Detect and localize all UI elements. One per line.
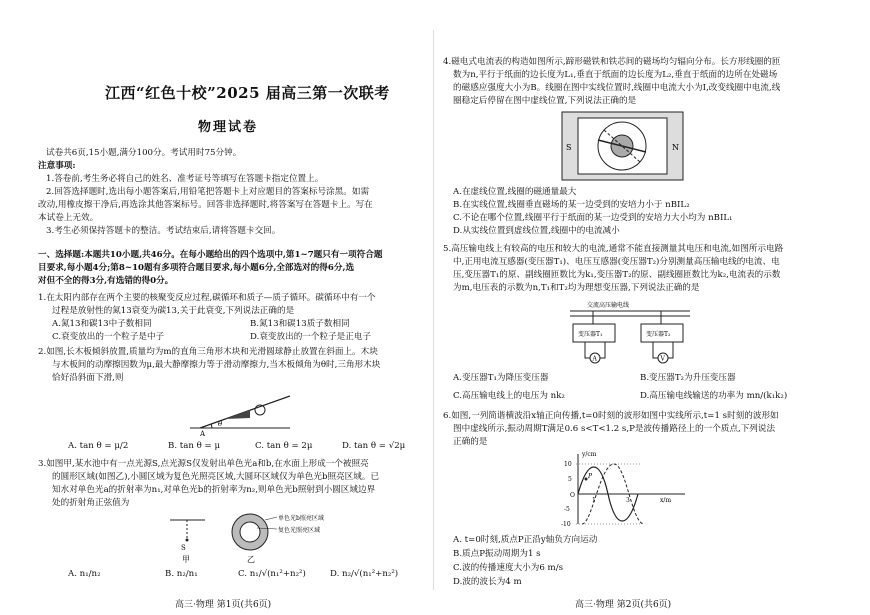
q2-stem: 2.如图,长木板倾斜放置,质量均为m的直角三角形木块和光滑圆球静止放置在斜面上。木块: [38, 347, 378, 357]
q2-incline-figure: [180, 388, 300, 438]
q6-option-c: C.波的传播速度大小为6 m/s: [453, 563, 563, 573]
note-line: 改动,用橡皮擦干净后,再选涂其他答案标号。回答非选择题时,将答案写在答题卡上。写在: [38, 200, 373, 210]
q1-option-c: C.衰变放出的一个粒子是中子: [52, 332, 165, 342]
q4-galvanometer-figure: [560, 110, 685, 182]
q4-option-a: A.在虚线位置,线圈的磁通量最大: [453, 187, 577, 197]
fig-label: V: [660, 355, 665, 363]
exam-subject: 物理试卷: [198, 120, 259, 135]
q5-stem: 为m,电压表的示数为n,T₁和T₂均为理想变压器,下列说法正确的是: [453, 283, 700, 293]
fig-label: N: [672, 143, 679, 152]
q5-option-d: D.高压输电线输送的功率为 mn/(k₁k₂): [640, 391, 788, 401]
fig-label: P: [588, 473, 593, 480]
q6-option-d: D.波的波长为4 m: [453, 577, 522, 587]
q4-stem: 的磁感应强度大小为B。线圈在图中实线位置时,线圈中电流大小为I,改变线圈中电流,线: [453, 83, 781, 93]
q1-stem: 过程是放射性的氮13衰变为碳13,关于此衰变,下列说法正确的是: [52, 306, 295, 316]
section-heading: 目要求,每小题4分;第8~10题有多项符合题目要求,每小题6分,全部选对的得6分,选: [38, 263, 355, 273]
q6-wave-graph: [560, 450, 690, 530]
q6-stem: 6.如图,一列简谐横波沿x轴正向传播,t=0时刻的波形如图中实线所示,t=1 s时刻的波形如: [443, 411, 779, 421]
page-footer: 高三·物理 第2页(共6页): [575, 600, 672, 610]
q2-stem: 恰好沿斜面下滑,则: [52, 373, 124, 383]
note-line: 3.考生必须保持答题卡的整洁。考试结束后,请将答题卡交回。: [46, 226, 281, 236]
exam-title: 江西“红色十校”2025 届高三第一次联考: [105, 84, 390, 102]
tick-label: -5: [564, 506, 570, 513]
tick-label: 5: [568, 476, 572, 483]
q3-option-b: B. n₂/n₁: [165, 569, 198, 579]
tick-label: 1: [592, 497, 596, 504]
axis-label: y/cm: [582, 451, 597, 458]
fig-label: A: [200, 430, 206, 438]
q1-option-a: A.氮13和碳13中子数相同: [52, 319, 152, 329]
q6-stem: 图中虚线所示,振动周期T满足0.6 s<T<1.2 s,P是波传播路径上的一个质点,下列说法: [453, 424, 776, 434]
page-footer: 高三·物理 第1页(共6页): [175, 600, 272, 610]
exam-info: 试卷共6页,15小题,满分100分。考试用时75分钟。: [46, 148, 242, 158]
q6-option-a: A. t=0时刻,质点P正沿y轴负方向运动: [453, 535, 598, 545]
fig-label: 乙: [247, 555, 255, 564]
q4-option-b: B.在实线位置,线圈垂直磁场的某一边受到的安培力小于 nBIL₂: [453, 200, 690, 210]
fig-label: 交流高压输电线: [587, 302, 630, 309]
note-line: 2.回答选择题时,选出每小题答案后,用铅笔把答题卡上对应题目的答案标号涂黑。如需: [46, 187, 370, 197]
fig-label: S: [181, 544, 186, 552]
q3-light-source-figure: [165, 512, 350, 564]
note-line: 1.答卷前,考生务必将自己的姓名、准考证号等填写在答题卡指定位置上。: [46, 174, 324, 184]
q2-option-c: C. tan θ = 2μ: [255, 441, 313, 451]
inner-circle: [240, 522, 260, 542]
q2-option-b: B. tan θ = μ: [168, 441, 221, 451]
q5-stem: 中,正用电流互感器(变压器T₁)、电压互感器(变压器T₂)分别测量高压输电线的电流、电: [453, 257, 780, 267]
exam-page-2: [435, 0, 870, 615]
q5-stem: 5.高压输电线上有较高的电压和较大的电流,通常不能直接测量其电压和电流,如图所示电路: [443, 244, 784, 254]
q3-stem: 的圆形区域(如图乙),小圆区域为复色光照亮区域,大圆环区域仅为单色光b照亮区域。已: [52, 472, 380, 482]
q5-transformer-circuit: [565, 298, 695, 368]
fig-label: A: [592, 355, 597, 363]
tick-label: O: [570, 492, 575, 499]
q2-option-d: D. tan θ = √2μ: [342, 441, 406, 451]
q4-stem: 4.磁电式电流表的构造如图所示,蹄形磁铁和铁芯间的磁场均匀辐向分布。长方形线圈的匝: [443, 57, 781, 67]
q5-option-c: C.高压输电线上的电压为 nk₂: [453, 391, 565, 401]
q2-stem: 与木板间的动摩擦因数为μ,最大静摩擦力等于滑动摩擦力,当木板倾角为θ时,三角形木块: [52, 360, 381, 370]
fig-label: 单色光b照亮区域: [278, 515, 324, 522]
fig-label: S: [566, 143, 572, 152]
q1-stem: 1.在太阳内部存在两个主要的核聚变反应过程,碳循环和质子—质子循环。碳循环中有一个: [38, 293, 376, 303]
fig-label: 变压器T₁: [578, 331, 603, 338]
q1-option-b: B.氮13和碳13质子数相同: [250, 319, 350, 329]
q2-option-a: A. tan θ = μ/2: [68, 441, 129, 451]
q3-stem: 知水对单色光a的折射率为n₁,对单色光b的折射率为n₂,则单色光b照射到小圆区域边界: [52, 485, 376, 495]
fig-label: 复色光照亮区域: [278, 527, 321, 534]
fig-label: 变压器T₂: [646, 331, 671, 338]
notes-title: 注意事项:: [38, 161, 76, 171]
q1-option-d: D.衰变放出的一个粒子是正电子: [250, 332, 372, 342]
section-heading: 对但不全的得3分,有选错的得0分。: [38, 276, 174, 286]
section-heading: 一、选择题:本题共10小题,共46分。在每小题给出的四个选项中,第1~7题只有一项符合题: [38, 250, 383, 260]
axis-label: x/m: [660, 497, 672, 504]
q3-stem: 处的折射角正弦值为: [52, 498, 130, 508]
tick-label: -10: [561, 521, 571, 528]
fig-label: θ: [218, 420, 223, 428]
tick-label: 10: [564, 461, 572, 468]
q4-stem: 数为n,平行于纸面的边长度为L₁,垂直于纸面的边长度为L₂,垂直于纸面的边所在处磁场: [453, 70, 778, 80]
q6-stem: 正确的是: [453, 437, 488, 447]
q4-option-d: D.从实线位置到虚线位置,线圈中的电流减小: [453, 226, 620, 236]
page-divider: [433, 30, 434, 590]
q6-option-b: B.质点P振动周期为1 s: [453, 549, 541, 559]
q3-stem: 3.如图甲,某水池中有一点光源S,点光源S仅发射出单色光a和b,在水面上形成一个被照亮: [38, 459, 369, 469]
tick-label: 3: [626, 497, 630, 504]
q3-option-c: C. n₁/√(n₁²+n₂²): [238, 569, 306, 579]
fig-label: 甲: [182, 555, 190, 564]
note-line: 本试卷上无效。: [38, 213, 99, 223]
q5-option-a: A.变压器T₁为降压变压器: [453, 373, 549, 383]
q5-stem: 压,变压器T₁的原、副线圈匝数比为k₁,变压器T₂的原、副线圈匝数比为k₂,电流表的示数: [453, 270, 781, 280]
q3-option-a: A. n₁/n₂: [68, 569, 101, 579]
q3-option-d: D. n₂/√(n₁²+n₂²): [330, 569, 399, 579]
q5-option-b: B.变压器T₂为升压变压器: [640, 373, 736, 383]
q4-option-c: C.不论在哪个位置,线圈平行于纸面的某一边受到的安培力大小均为 nBIL₁: [453, 213, 733, 223]
q4-stem: 圈稳定后停留在图中虚线位置,下列说法正确的是: [453, 96, 637, 106]
